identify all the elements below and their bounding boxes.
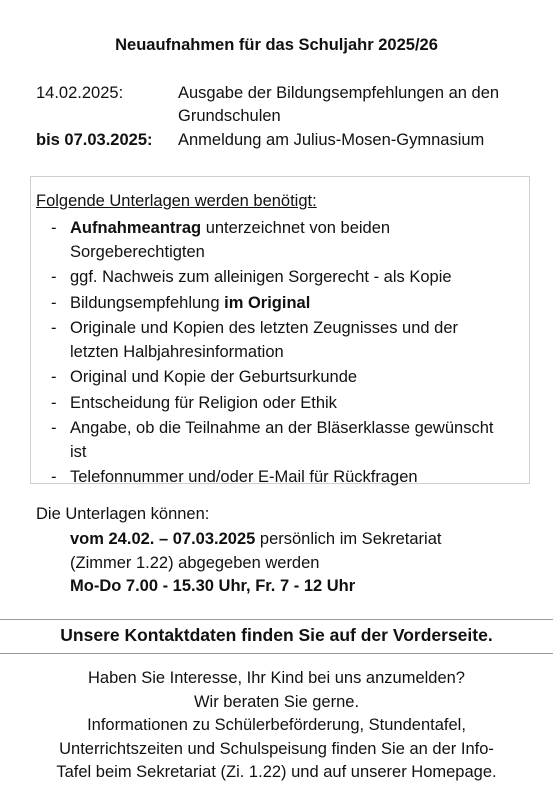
item-text: Original und Kopie der Geburtsurkunde xyxy=(70,368,358,386)
submission-location: persönlich im Sekretariat (Zimmer 1.22) abgegeben werden xyxy=(70,530,442,572)
submission-period: vom 24.02. – 07.03.2025 xyxy=(70,530,256,548)
list-item xyxy=(31,466,531,490)
dash-bullet: - xyxy=(51,468,57,486)
info-line: Tafel beim Sekretariat (Zi. 1.22) und auf unserer Homepage. xyxy=(56,763,497,781)
item-bold-text: Aufnahmeantrag xyxy=(70,219,202,237)
dash-bullet: - xyxy=(51,219,57,237)
list-item xyxy=(31,266,531,290)
documents-list xyxy=(31,217,531,492)
item-text: Angabe, ob die Teilnahme an der Bläserklasse gewünscht ist xyxy=(70,419,494,461)
divider xyxy=(0,619,553,620)
submission-intro: Die Unterlagen können: xyxy=(36,505,210,523)
info-line: Haben Sie Interesse, Ihr Kind bei uns anzumelden? xyxy=(88,669,465,687)
dash-bullet: - xyxy=(51,393,57,412)
info-line: Informationen zu Schülerbeförderung, Stundentafel, xyxy=(87,716,466,734)
date-description: Anmeldung am Julius-Mosen-Gymnasium xyxy=(178,131,485,149)
date-label: bis 07.03.2025: xyxy=(36,131,153,149)
documents-heading: Folgende Unterlagen werden benötigt: xyxy=(36,192,317,210)
list-item xyxy=(31,217,531,264)
page-title: Neuaufnahmen für das Schuljahr 2025/26 xyxy=(115,36,438,54)
item-text: Originale und Kopien des letzten Zeugnisses und der letzten Halbjahresinformation xyxy=(70,319,458,361)
dash-bullet: - xyxy=(51,319,57,337)
item-text: Telefonnummer und/oder E-Mail für Rückfragen xyxy=(70,468,418,486)
dash-bullet: - xyxy=(51,293,57,312)
contact-notice: Unsere Kontaktdaten finden Sie auf der Vorderseite. xyxy=(60,625,493,645)
dash-bullet: - xyxy=(51,419,57,437)
item-text: unterzeichnet von beiden Sorgeberechtigten xyxy=(70,219,391,261)
office-hours: Mo-Do 7.00 - 15.30 Uhr, Fr. 7 - 12 Uhr xyxy=(70,577,356,595)
info-line: Wir beraten Sie gerne. xyxy=(193,692,360,711)
date-description: Ausgabe der Bildungsempfehlungen an den Grundschulen xyxy=(178,84,500,125)
list-item xyxy=(31,317,531,364)
required-documents-box xyxy=(30,176,530,484)
info-line: Unterrichtszeiten und Schulspeisung finden Sie an der Info- xyxy=(59,739,494,758)
submission-details xyxy=(70,528,500,599)
dash-bullet: - xyxy=(51,268,57,286)
list-item xyxy=(31,417,531,464)
date-label: 14.02.2025: xyxy=(36,84,124,102)
item-text: ggf. Nachweis zum alleinigen Sorgerecht - als Kopie xyxy=(70,268,452,286)
list-item xyxy=(31,366,531,390)
divider xyxy=(0,653,553,654)
info-paragraph xyxy=(0,667,553,785)
item-text: Bildungsempfehlung xyxy=(70,293,225,312)
list-item xyxy=(31,292,531,316)
item-text: Entscheidung für Religion oder Ethik xyxy=(70,393,337,412)
list-item xyxy=(31,392,531,416)
item-bold-text: im Original xyxy=(224,293,311,312)
dash-bullet: - xyxy=(51,368,57,386)
